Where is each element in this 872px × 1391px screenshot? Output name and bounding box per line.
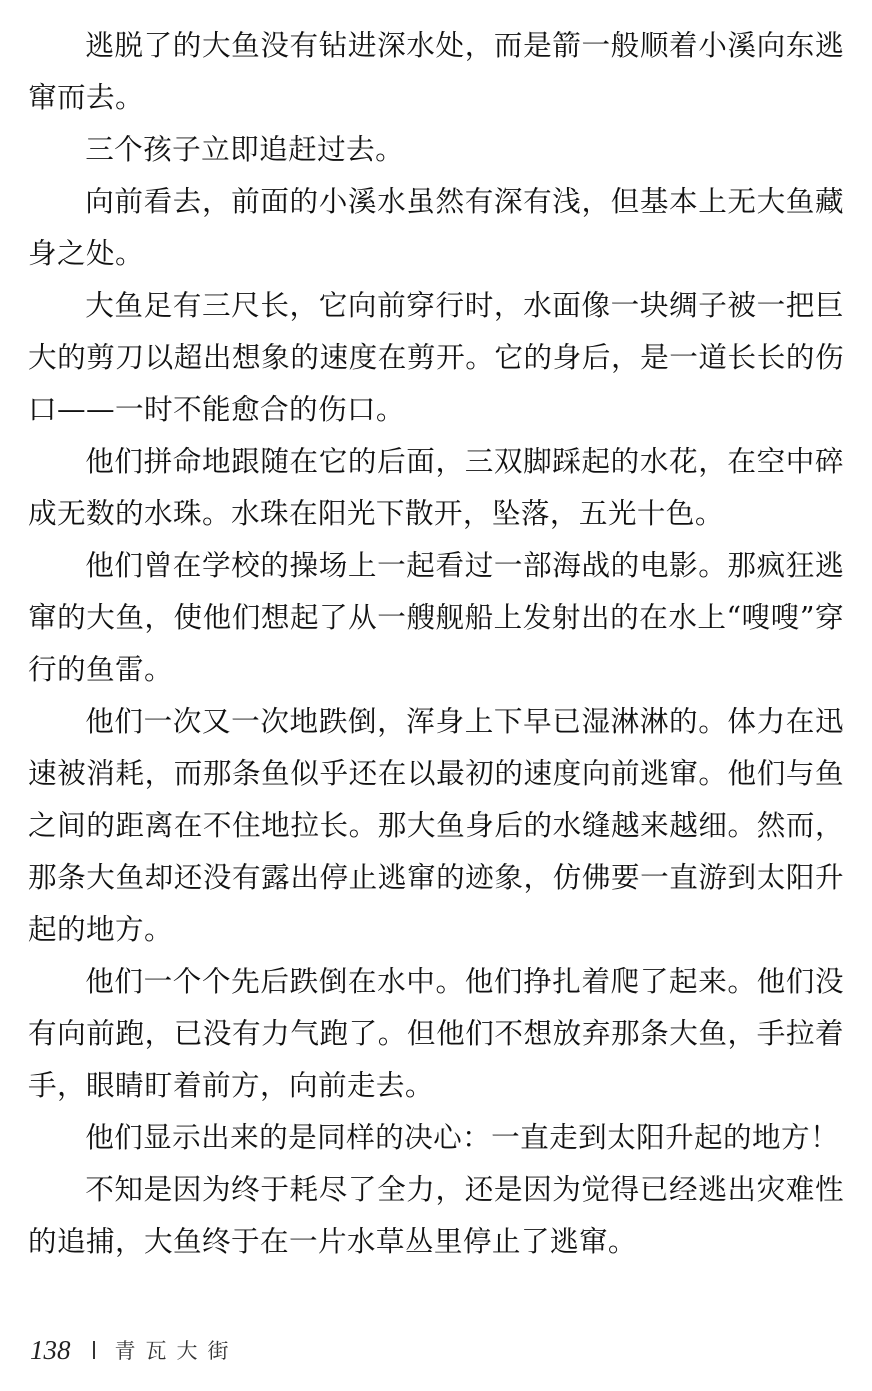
- paragraph: 他们显示出来的是同样的决心：一直走到太阳升起的地方！: [85, 1120, 840, 1154]
- paragraph: 他们曾在学校的操场上一起看过一部海战的电影。那疯狂逃窜的大鱼，使他们想起了从一艘舰船上发射出的在水上“嗖嗖”穿行的鱼雷。: [28, 548, 844, 686]
- paragraph: 不知是因为终于耗尽了全力，还是因为觉得已经逃出灾难性的追捕，大鱼终于在一片水草丛里停止了逃窜。: [28, 1172, 844, 1258]
- paragraph: 大鱼足有三尺长，它向前穿行时，水面像一块绸子被一把巨大的剪刀以超出想象的速度在剪开。它的身后，是一道长长的伤口——一时不能愈合的伤口。: [28, 288, 844, 426]
- page-number: 138: [30, 1334, 71, 1365]
- paragraph: 逃脱了的大鱼没有钻进深水处，而是箭一般顺着小溪向东逃窜而去。: [28, 28, 844, 114]
- paragraph: 向前看去，前面的小溪水虽然有深有浅，但基本上无大鱼藏身之处。: [28, 184, 844, 270]
- paragraph: 他们拼命地跟随在它的后面，三双脚踩起的水花，在空中碎成无数的水珠。水珠在阳光下散开，坠落，五光十色。: [28, 444, 844, 530]
- page-footer: [30, 1332, 239, 1368]
- page-body: [28, 19, 844, 1267]
- book-title: 青瓦大街: [114, 1339, 239, 1363]
- paragraph: 三个孩子立即追赶过去。: [85, 132, 405, 166]
- paragraph: 他们一个个先后跌倒在水中。他们挣扎着爬了起来。他们没有向前跑，已没有力气跑了。但他们不想放弃那条大鱼，手拉着手，眼睛盯着前方，向前走去。: [28, 964, 844, 1102]
- footer-divider: [93, 1341, 95, 1359]
- paragraph: 他们一次又一次地跌倒，浑身上下早已湿淋淋的。体力在迅速被消耗，而那条鱼似乎还在以最初的速度向前逃窜。他们与鱼之间的距离在不住地拉长。那大鱼身后的水缝越来越细。然而，那条大鱼却还没有露出停止逃窜的迹象，仿佛要一直游到太阳升起的地方。: [28, 704, 844, 946]
